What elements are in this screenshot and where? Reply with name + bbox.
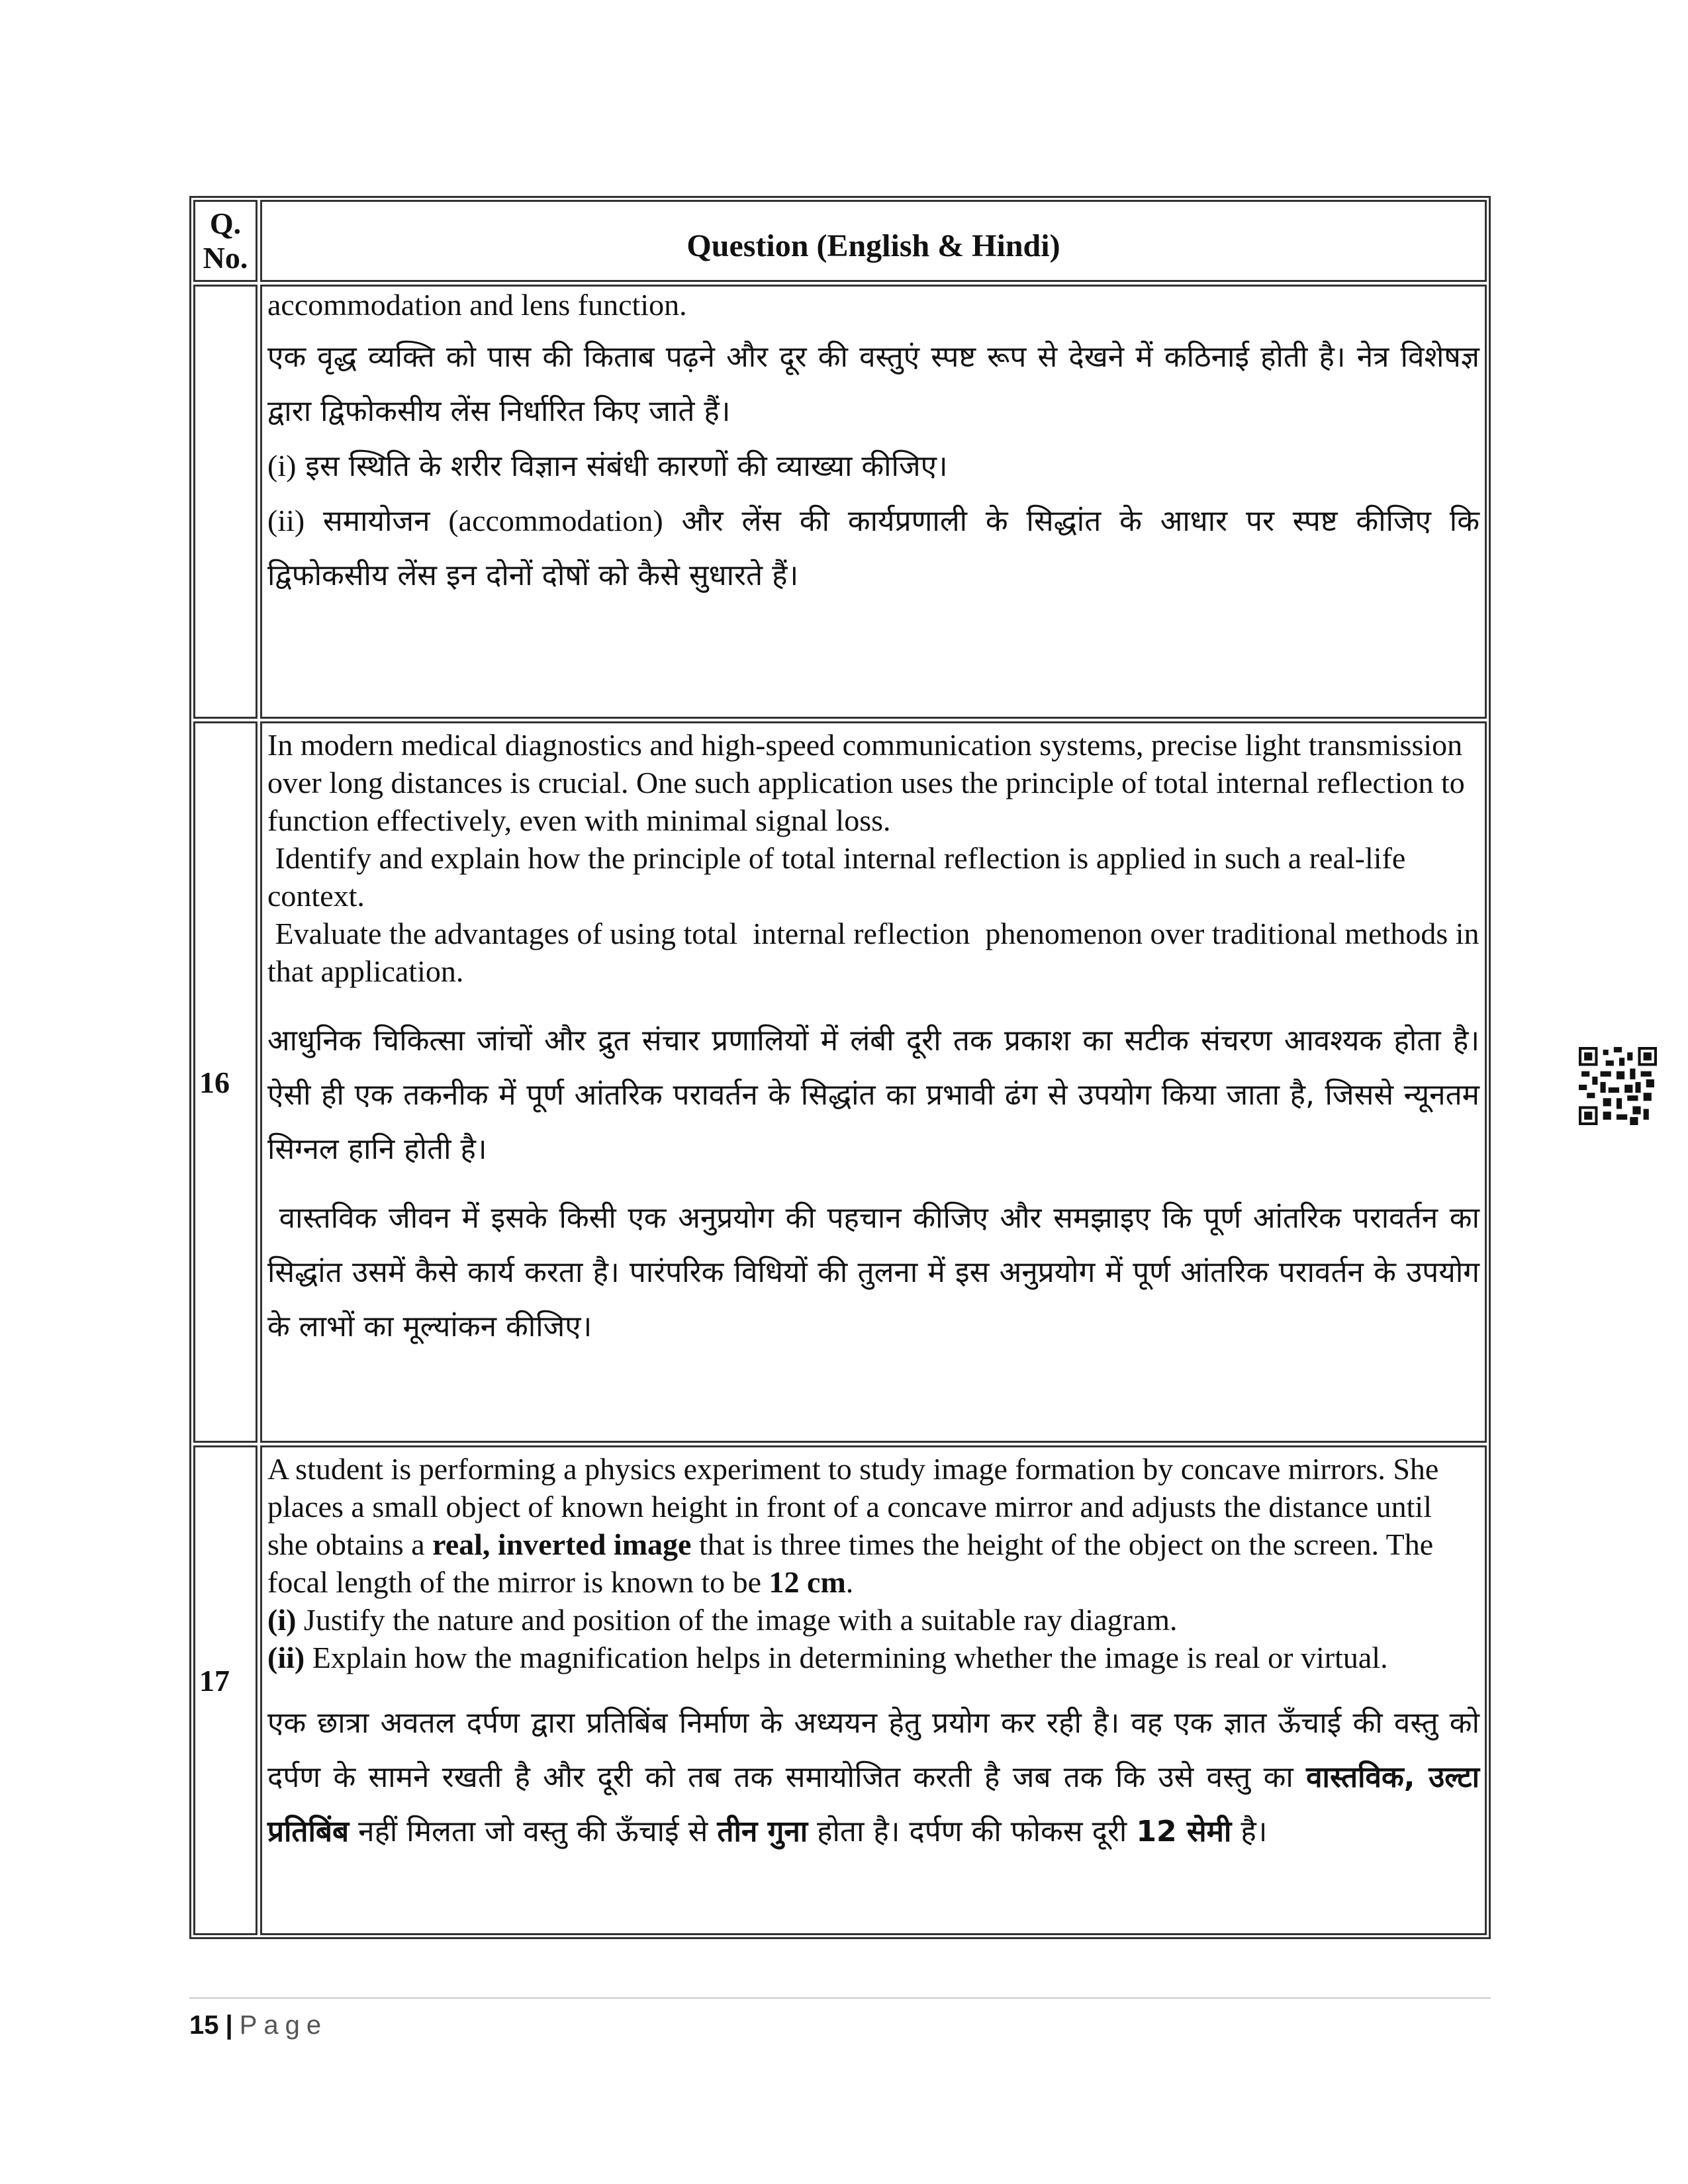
- question-header-label: Question (English & Hindi): [686, 228, 1060, 263]
- question-cell: [260, 1445, 1487, 1935]
- qno-header-line1: Q.: [209, 206, 242, 240]
- question-header-cell: [260, 200, 1487, 282]
- question-hindi-part-i: [267, 439, 1479, 494]
- question-hindi-context: आधुनिक चिकित्सा जांचों और द्रुत संचार प्रणालियों में लंबी दूरी तक प्रकाश का सटीक संचरण आवश्यक होता है। ऐसी ही एक तकनीक में पूर्ण आंतरिक परावर्तन के सिद्धांत का प्रभावी ढंग से उपयोग किया जाता है, जिससे न्यूनतम सिग्नल हानि होती है।: [267, 1024, 1479, 1166]
- question-row-17: [193, 1445, 1487, 1935]
- part-ii-label: (ii): [267, 1641, 305, 1674]
- question-number: 16: [199, 1065, 230, 1099]
- part-ii-label: (ii): [267, 504, 305, 537]
- qno-cell: [193, 1445, 258, 1935]
- question-english-task-2: Evaluate the advantages of using total internal reflection phenomenon over traditional methods in that application.: [267, 917, 1487, 988]
- question-hindi-intro: एक वृद्ध व्यक्ति को पास की किताब पढ़ने और दूर की वस्तुएं स्पष्ट रूप से देखने में कठिनाई होती है। नेत्र विशेषज्ञ द्वारा द्विफोकसीय लेंस निर्धारित किए जाते हैं।: [267, 340, 1479, 428]
- hindi-bold-focal: 12 सेमी: [1136, 1815, 1232, 1848]
- question-english-context: In modern medical diagnostics and high-speed communication systems, precise light transmission over long distances is crucial. One such application uses the principle of total internal reflection to function effectively, even with minimal signal loss.: [267, 728, 1465, 837]
- question-hindi-part-ii: [267, 494, 1479, 603]
- question-english-scenario: [267, 1450, 1479, 1601]
- table-header-row: [193, 200, 1487, 282]
- qr-code-icon: [1579, 1047, 1657, 1125]
- part-ii-text-a: समायोजन: [323, 504, 430, 538]
- question-cell: [260, 721, 1487, 1443]
- question-row-16: [193, 721, 1487, 1443]
- footer-separator: |: [225, 2011, 233, 2040]
- part-i-text: इस स्थिति के शरीर विज्ञान संबंधी कारणों की व्याख्या कीजिए।: [305, 449, 948, 483]
- qno-cell: [193, 285, 258, 719]
- hindi-text-d: है।: [1231, 1815, 1268, 1848]
- part-i-label: (i): [267, 1603, 297, 1637]
- part-ii-text: Explain how the magnification helps in determining whether the image is real or virtual.: [305, 1641, 1388, 1674]
- hindi-text-a: एक छात्रा अवतल दर्पण द्वारा प्रतिबिंब निर्माण के अध्ययन हेतु प्रयोग कर रही है। वह एक ज्ञात ऊँचाई की वस्तु को दर्पण के सामने रखती है और दूरी को तब तक समायोजित करती है जब तक कि उसे वस्तु का: [267, 1706, 1479, 1794]
- question-english-continued: accommodation and lens function.: [267, 288, 687, 322]
- scenario-bold-focal: 12 cm: [769, 1565, 846, 1599]
- hindi-bold-times: तीन गुना: [717, 1815, 808, 1848]
- qno-cell: [193, 721, 258, 1443]
- question-row-15: [193, 285, 1487, 719]
- question-table: [189, 196, 1491, 1939]
- question-cell: [260, 285, 1487, 719]
- hindi-bold-image: वास्तविक, उल्टा प्रतिबिंब: [267, 1760, 1480, 1848]
- scenario-text-b: that is three times the height of the object on the screen. The focal length of the mirror is known to be: [267, 1527, 1434, 1599]
- part-i-label: (i): [267, 449, 297, 482]
- hindi-text-c: होता है। दर्पण की फोकस दूरी: [808, 1815, 1137, 1848]
- page-number: 15: [189, 2011, 219, 2040]
- part-ii-text-b: और लेंस की कार्यप्रणाली के सिद्धांत के आधार पर स्पष्ट कीजिए कि द्विफोकसीय लेंस इन दोनों दोषों को कैसे सुधारते हैं।: [267, 504, 1479, 592]
- page-label: Page: [239, 2011, 328, 2040]
- question-number: 17: [199, 1663, 230, 1698]
- scenario-bold-image: real, inverted image: [432, 1527, 692, 1561]
- question-hindi-scenario: [267, 1696, 1479, 1859]
- hindi-text-b: नहीं मिलता जो वस्तु की ऊँचाई से: [349, 1815, 718, 1848]
- scenario-text-a: A student is performing a physics experiment to study image formation by concave mirrors. She places a small object of known height in front of a concave mirror and adjusts the distance until she obtains a: [267, 1452, 1439, 1561]
- page-footer: [189, 1997, 1491, 2040]
- scenario-text-c: .: [845, 1565, 854, 1599]
- qno-header-line2: No.: [203, 241, 248, 275]
- question-english-task-1: Identify and explain how the principle of total internal reflection is applied in such a real-life context.: [267, 841, 1413, 913]
- part-ii-english-term: (accommodation): [448, 504, 663, 537]
- question-english-part-ii: [267, 1639, 1479, 1676]
- question-english-part-i: [267, 1601, 1479, 1639]
- qno-header-cell: [193, 200, 258, 282]
- question-hindi-task: वास्तविक जीवन में इसके किसी एक अनुप्रयोग की पहचान कीजिए और समझाइए कि पूर्ण आंतरिक परावर्तन का सिद्धांत उसमें कैसे कार्य करता है। पारंपरिक विधियों की तुलना में इस अनुप्रयोग में पूर्ण आंतरिक परावर्तन के उपयोग के लाभों का मूल्यांकन कीजिए।: [267, 1201, 1489, 1343]
- part-i-text: Justify the nature and position of the image with a suitable ray diagram.: [296, 1603, 1178, 1637]
